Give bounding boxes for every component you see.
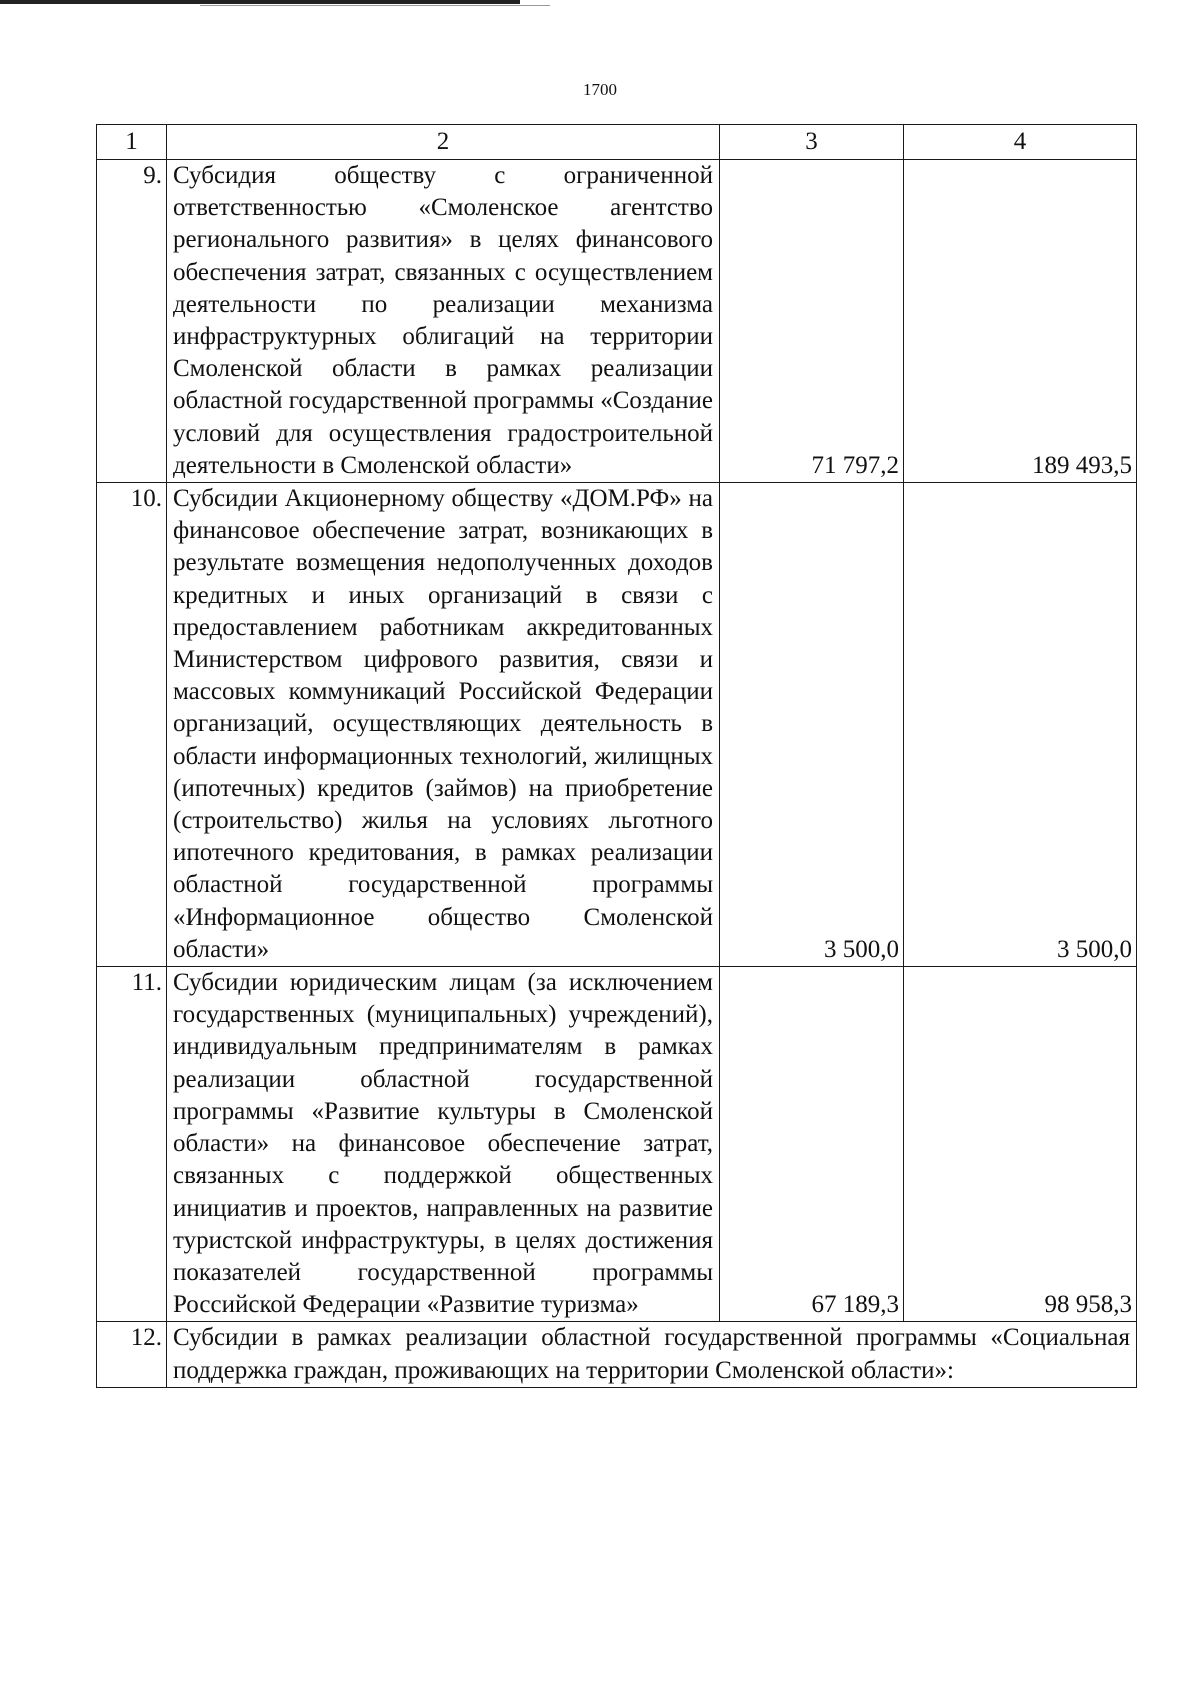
row-number: 10. (97, 483, 167, 967)
subsidy-table (96, 124, 1137, 1388)
table-row (97, 967, 1137, 1322)
row-number: 11. (97, 967, 167, 1322)
table-row (97, 1322, 1137, 1387)
row-description: Субсидия обществу с ограниченной ответственностью «Смоленское агентство регионального развития» в целях финансового обеспечения затрат, связанных с осуществлением деятельности по реализации механизма инфраструктурных облигаций на территории Смоленской области в рамках реализации областной государственной программы «Создание условий для осуществления градостроительной деятельности в Смоленской области» (167, 160, 720, 483)
row-description: Субсидии Акционерному обществу «ДОМ.РФ» на финансовое обеспечение затрат, возникающих в результате возмещения недополученных доходов кредитных и иных организаций в связи с предоставлением работникам аккредитованных Министерством цифрового развития, связи и массовых коммуникаций Российской Федерации организаций, осуществляющих деятельность в области информационных технологий, жилищных (ипотечных) кредитов (займов) на приобретение (строительство) жилья на условиях льготного ипотечного кредитования, в рамках реализации областной государственной программы «Информационное общество Смоленской области» (167, 483, 720, 967)
header-col-2: 2 (167, 125, 720, 160)
scan-edge-line-thin (200, 5, 550, 6)
header-col-3: 3 (720, 125, 904, 160)
row-number: 12. (97, 1322, 167, 1387)
row-description-wide: Субсидии в рамках реализации областной государственной программы «Социальная поддержка граждан, проживающих на территории Смоленской области»: (167, 1322, 1137, 1387)
header-col-1: 1 (97, 125, 167, 160)
row-amount-col4: 189 493,5 (904, 160, 1137, 483)
row-amount-col3: 71 797,2 (720, 160, 904, 483)
row-number: 9. (97, 160, 167, 483)
page-number: 1700 (583, 80, 617, 99)
row-amount-col4: 98 958,3 (904, 967, 1137, 1322)
row-amount-col3: 67 189,3 (720, 967, 904, 1322)
scan-edge-line (0, 0, 520, 4)
table-row (97, 483, 1137, 967)
row-amount-col4: 3 500,0 (904, 483, 1137, 967)
table-header-row (97, 125, 1137, 160)
table-row (97, 160, 1137, 483)
row-amount-col3: 3 500,0 (720, 483, 904, 967)
row-description: Субсидии юридическим лицам (за исключением государственных (муниципальных) учреждений), индивидуальным предпринимателям в рамках реализации областной государственной программы «Развитие культуры в Смоленской области» на финансовое обеспечение затрат, связанных с поддержкой общественных инициатив и проектов, направленных на развитие туристской инфраструктуры, в целях достижения показателей государственной программы Российской Федерации «Развитие туризма» (167, 967, 720, 1322)
header-col-4: 4 (904, 125, 1137, 160)
